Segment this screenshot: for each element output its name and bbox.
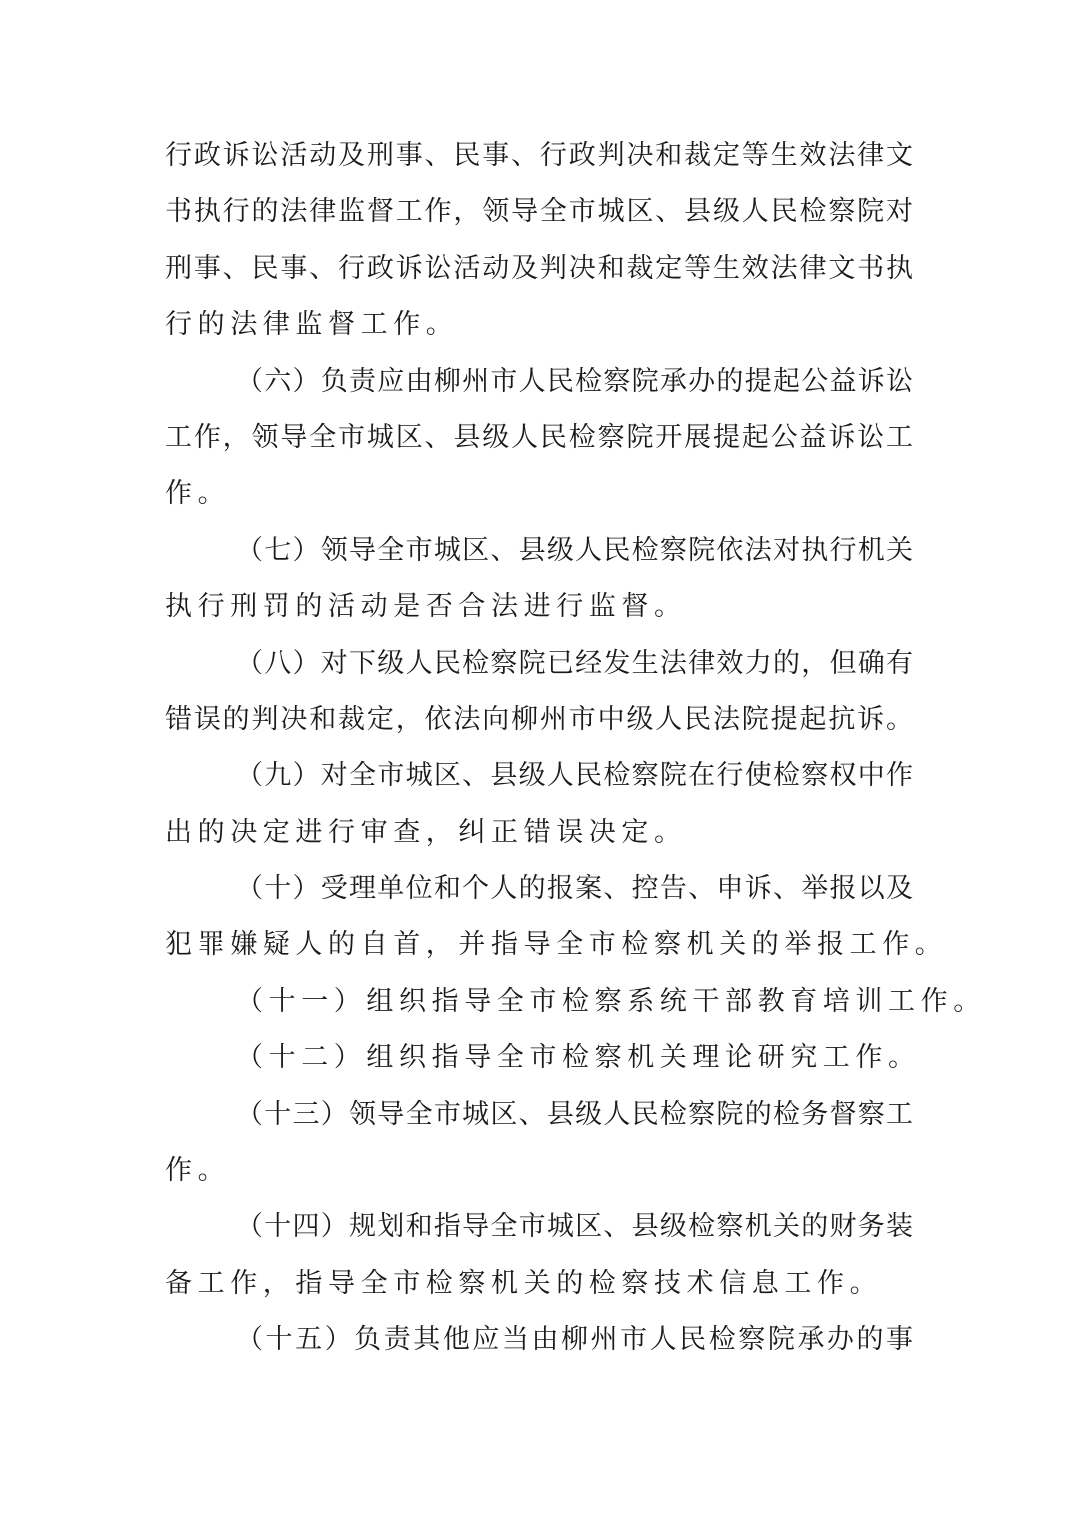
text-line: 备工作，指导全市检察机关的检察技术信息工作。 xyxy=(165,1267,883,1299)
text-line: 犯罪嫌疑人的自首，并指导全市检察机关的举报工作。 xyxy=(165,929,948,961)
text-line: （八）对下级人民检察院已经发生法律效力的，但确有 xyxy=(236,647,913,679)
text-line: 行政诉讼活动及刑事、民事、行政判决和裁定等生效法律文 xyxy=(165,140,913,171)
body-text xyxy=(165,128,986,1369)
text-line: （十）受理单位和个人的报案、控告、申诉、举报以及 xyxy=(236,873,913,905)
text-line: （十三）领导全市城区、县级人民检察院的检务督察工 xyxy=(236,1098,913,1130)
text-line: 行的法律监督工作。 xyxy=(165,309,459,341)
text-line: 作。 xyxy=(165,478,231,510)
text-line: 作。 xyxy=(165,1155,231,1187)
text-line: 书执行的法律监督工作，领导全市城区、县级人民检察院对 xyxy=(165,196,913,228)
text-line: （十四）规划和指导全市城区、县级检察机关的财务装 xyxy=(236,1211,913,1243)
text-line: （十五）负责其他应当由柳州市人民检察院承办的事 xyxy=(236,1324,913,1356)
text-line: （九）对全市城区、县级人民检察院在行使检察权中作 xyxy=(236,760,913,792)
text-line: 工作，领导全市城区、县级人民检察院开展提起公益诉讼工 xyxy=(165,421,913,453)
text-line: 刑事、民事、行政诉讼活动及判决和裁定等生效法律文书执 xyxy=(165,252,913,284)
text-line: （六）负责应由柳州市人民检察院承办的提起公益诉讼 xyxy=(236,365,913,397)
text-line: （七）领导全市城区、县级人民检察院依法对执行机关 xyxy=(236,534,913,566)
text-line: 出的决定进行审查，纠正错误决定。 xyxy=(165,816,687,848)
text-line: （十二）组织指导全市检察机关理论研究工作。 xyxy=(236,1042,921,1074)
text-line: （十一）组织指导全市检察系统干部教育培训工作。 xyxy=(236,985,986,1017)
text-line: 错误的判决和裁定，依法向柳州市中级人民法院提起抗诉。 xyxy=(165,703,913,735)
text-line: 执行刑罚的活动是否合法进行监督。 xyxy=(165,591,687,623)
